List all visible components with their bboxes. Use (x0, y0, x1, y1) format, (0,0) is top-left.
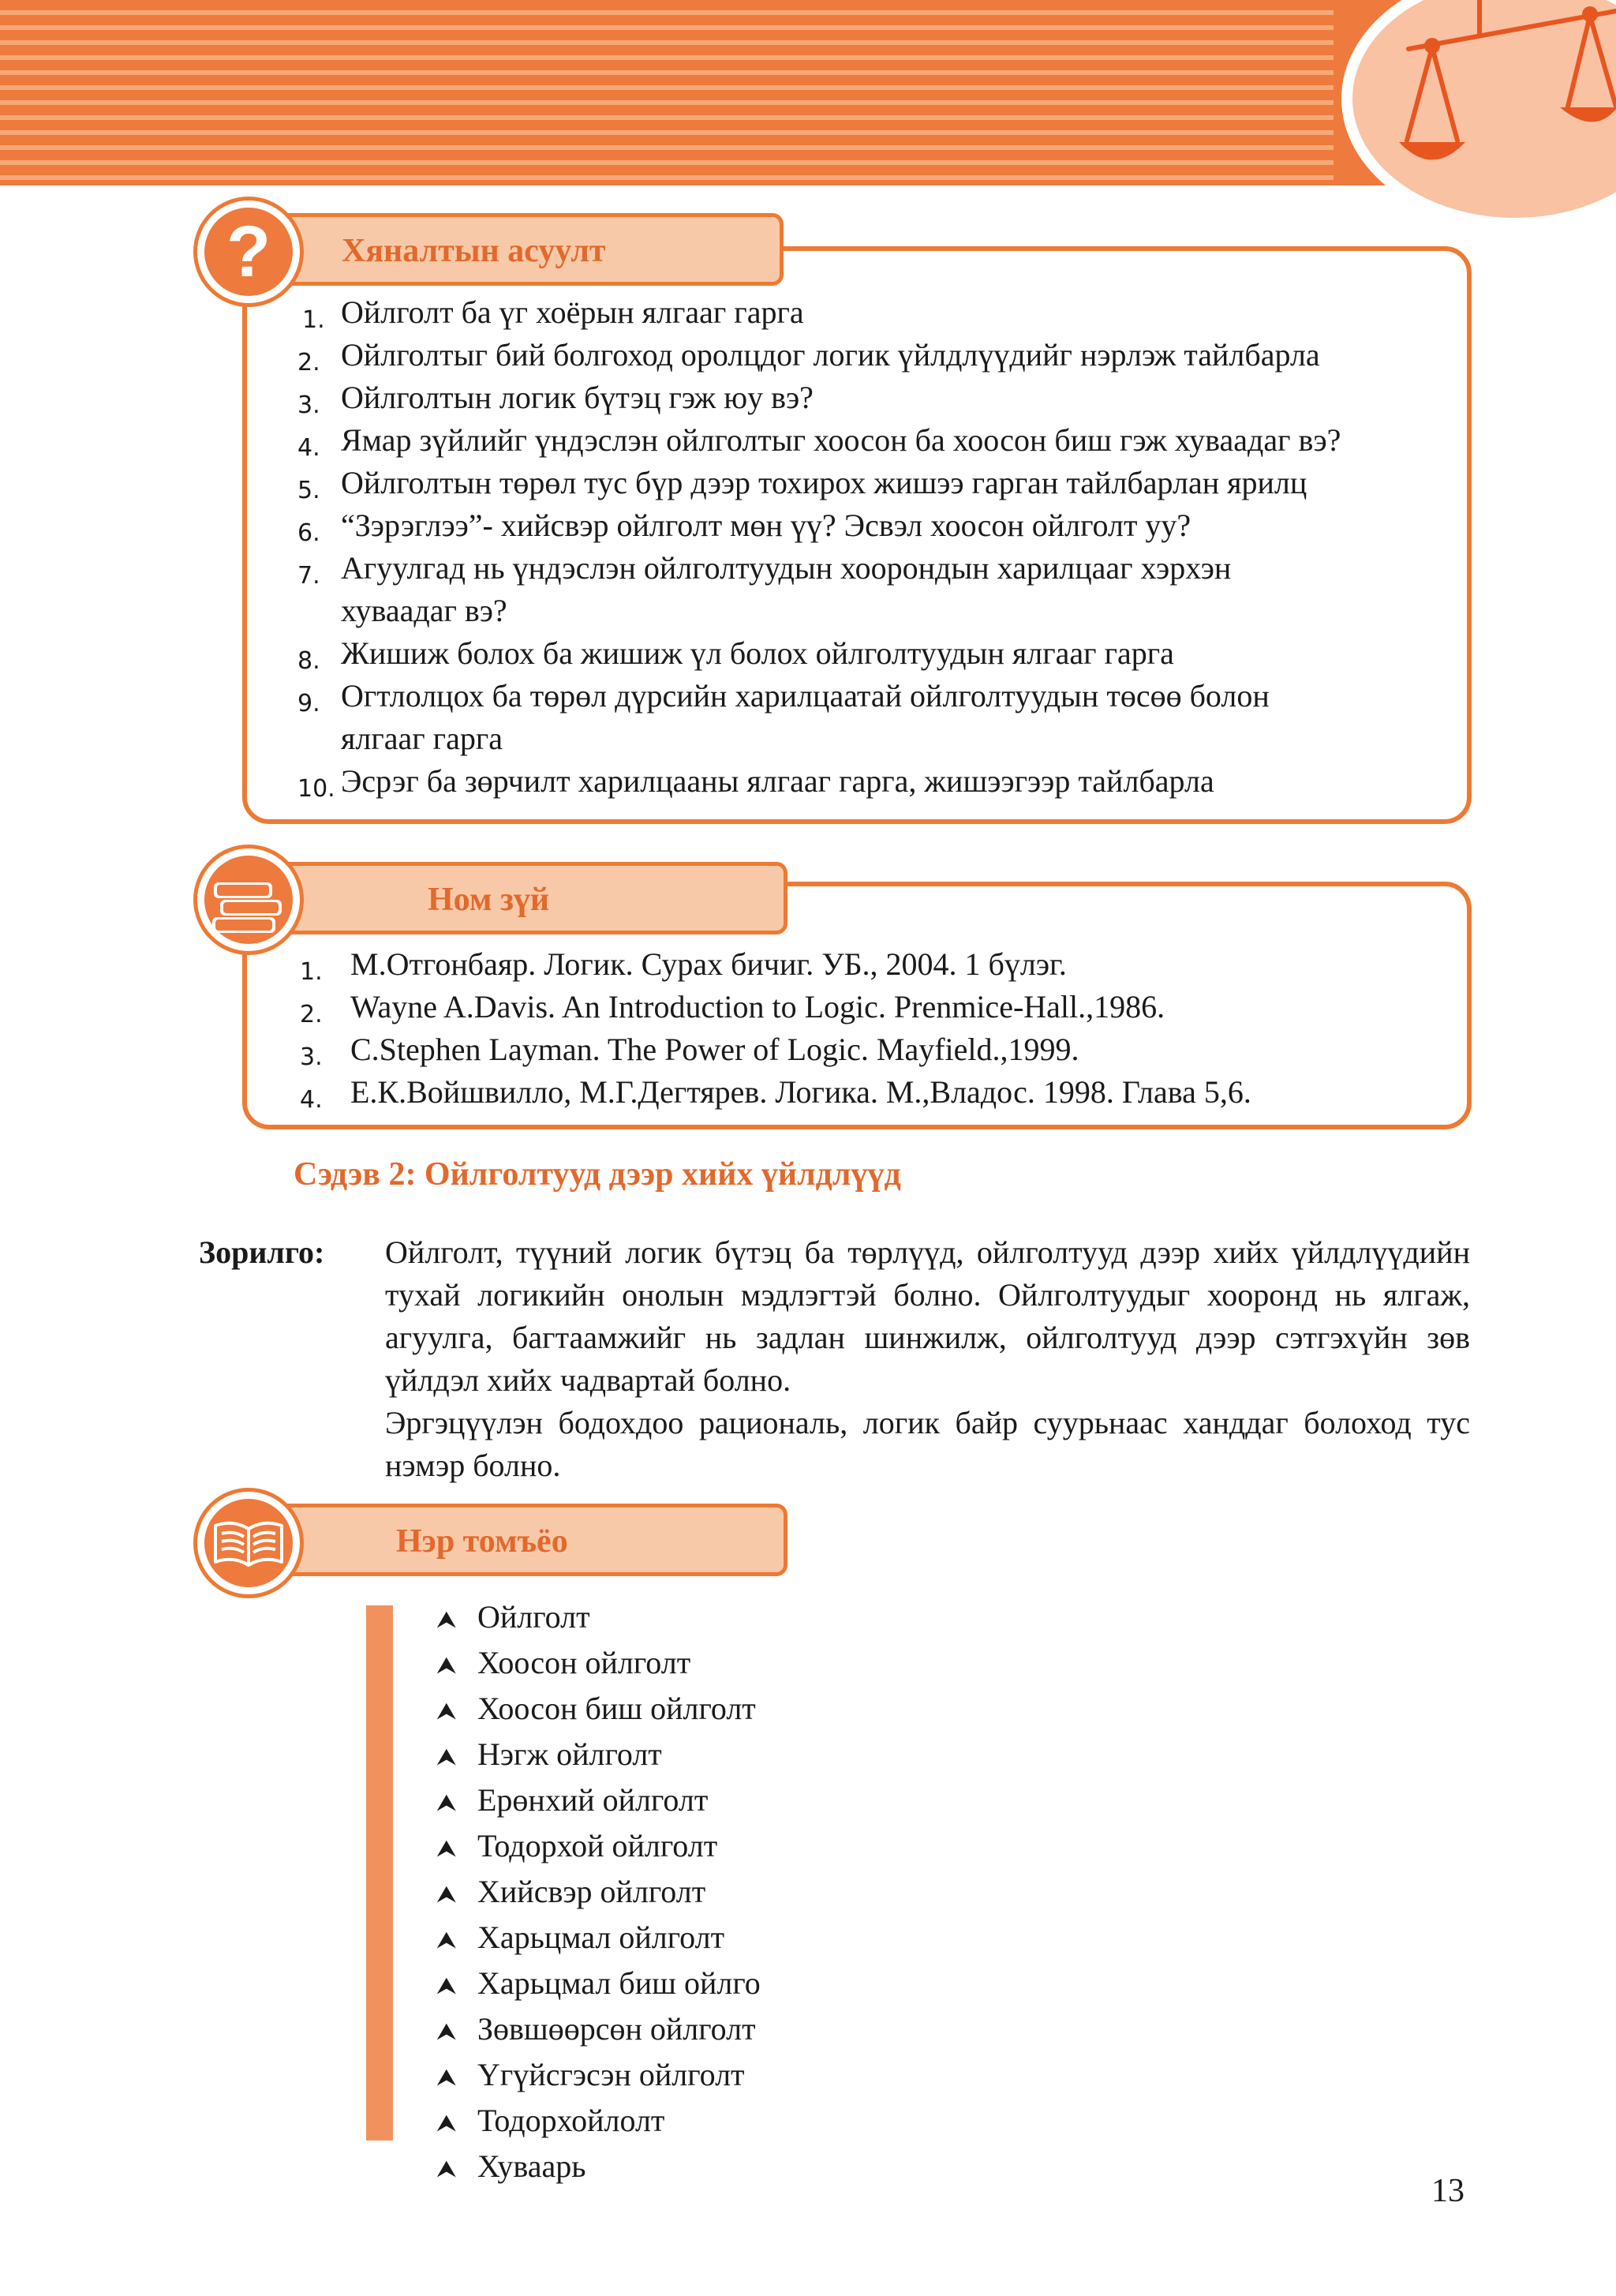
term-item: ⮝ Тодорхойлолт (436, 2099, 761, 2145)
review-title-tab (256, 213, 784, 286)
bibliography-title: Ном зүй (428, 882, 550, 918)
term-item: ⮝ Хийсвэр ойлголт (436, 1871, 761, 1916)
term-item: ⮝ Ойлголт (436, 1596, 761, 1642)
term-item: ⮝ Нэгж ойлголт (436, 1733, 761, 1779)
arrowhead-bullet-icon: ⮝ (436, 1835, 457, 1863)
terms-title: Нэр томъёо (396, 1523, 568, 1560)
question-badge (193, 197, 304, 307)
books-icon (204, 856, 293, 944)
arrowhead-bullet-icon: ⮝ (436, 1789, 457, 1817)
books-badge (193, 845, 304, 955)
scales-of-justice-icon (1393, 0, 1616, 178)
term-item: ⮝ Хоосон биш ойлголт (436, 1687, 761, 1733)
term-item: ⮝ Тодорхой ойлголт (436, 1825, 761, 1871)
bibliography-title-tab (256, 862, 787, 935)
arrowhead-bullet-icon: ⮝ (436, 1744, 457, 1771)
header-stripes (0, 0, 1357, 185)
arrowhead-bullet-icon: ⮝ (436, 2064, 457, 2092)
terms-list (436, 1596, 761, 2191)
arrowhead-bullet-icon: ⮝ (436, 1881, 457, 1908)
arrowhead-bullet-icon: ⮝ (436, 1972, 457, 2000)
terms-title-tab (256, 1504, 787, 1576)
topic-title: Сэдэв 2: Ойлголтууд дээр хийх үйлдлүүд (294, 1156, 901, 1193)
arrowhead-bullet-icon: ⮝ (436, 2110, 457, 2137)
term-item: ⮝ Харьцмал биш ойлго (436, 1962, 761, 2008)
term-item: ⮝ Хуваарь (436, 2145, 761, 2191)
review-title: Хяналтын асуулт (342, 233, 606, 269)
question-mark-icon: ? (204, 208, 293, 296)
goal-label: Зорилго: (199, 1234, 325, 1270)
term-item: ⮝ Зөвшөөрсөн ойлголт (436, 2008, 761, 2054)
open-book-badge (193, 1488, 304, 1598)
term-item: ⮝ Ерөнхий ойлголт (436, 1779, 761, 1825)
terms-side-bar (366, 1605, 393, 2141)
term-item: ⮝ Харьцмал ойлголт (436, 1916, 761, 1962)
arrowhead-bullet-icon: ⮝ (436, 2156, 457, 2183)
arrowhead-bullet-icon: ⮝ (436, 2018, 457, 2046)
page-number: 13 (1431, 2173, 1464, 2209)
goal-paragraph-2: Эргэцүүлэн бодохдоо рациональ, логик байр суурьнаас ханддаг болоход тус нэмэр болно. (385, 1405, 1470, 1483)
term-item: ⮝ Үгүйсгэсэн ойлголт (436, 2054, 761, 2099)
arrowhead-bullet-icon: ⮝ (436, 1606, 457, 1634)
open-book-icon (204, 1499, 293, 1587)
arrowhead-bullet-icon: ⮝ (436, 1652, 457, 1680)
arrowhead-bullet-icon: ⮝ (436, 1927, 457, 1954)
term-item: ⮝ Хоосон ойлголт (436, 1642, 761, 1687)
arrowhead-bullet-icon: ⮝ (436, 1698, 457, 1725)
goal-paragraph-1: Ойлголт, түүний логик бүтэц ба төрлүүд, ойлголтууд дээр хийх үйлдлүүдийн тухай логикийн онолын мэдлэгтэй болно. Ойлголтуудыг хооронд нь ялгаж, агуулга, багтаамжийг нь задлан шинжилж, ойлголтууд дээр сэтгэхүйн зөв үйлдэл хийх чадвартай болно. (385, 1234, 1470, 1398)
